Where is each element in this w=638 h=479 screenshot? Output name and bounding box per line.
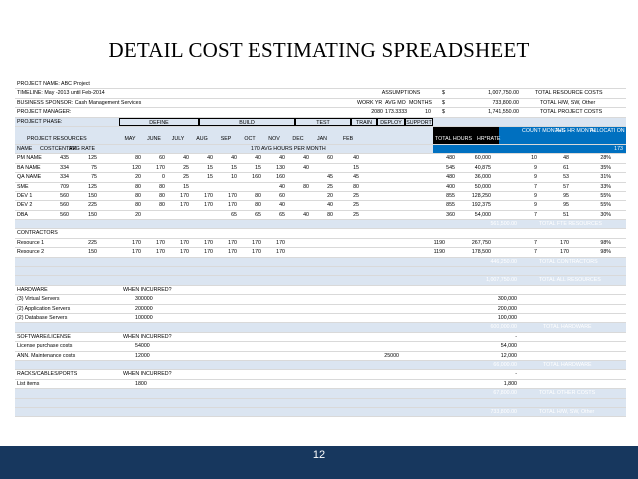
resource-month-value: 80 — [303, 183, 309, 190]
contractors-label: CONTRACTORS — [17, 230, 58, 237]
resource-row — [15, 183, 626, 192]
resource-month-value: 40 — [303, 155, 309, 162]
resource-month-value: 20 — [135, 174, 141, 181]
resource-rate: 75 — [91, 174, 97, 181]
hardware-item-amount: 100000 — [135, 314, 153, 321]
resource-month-value: 15 — [231, 164, 237, 171]
resource-costcenter: 560 — [60, 192, 69, 199]
fte-total-label: TOTAL FTE RESOURCES — [539, 221, 602, 228]
resource-rate: 150 — [88, 211, 97, 218]
page-number: 12 — [312, 449, 326, 461]
resource-month-value: 40 — [327, 202, 333, 209]
contractor-month-value: 170 — [276, 249, 285, 256]
resource-hours: 480 — [446, 155, 455, 162]
info-row-sponsor — [15, 99, 626, 108]
resource-month-value: 40 — [279, 155, 285, 162]
info-row-project-name — [15, 80, 626, 89]
resource-row — [15, 192, 626, 201]
contractor-month-value: 170 — [180, 239, 189, 246]
resource-cost: 50,000 — [474, 183, 491, 190]
avg-hours-label: 170 AVG HOURS PER MONTH — [251, 145, 326, 152]
info-row-timeline — [15, 89, 626, 98]
phase-define: DEFINE — [119, 118, 199, 126]
resource-month-value: 65 — [255, 211, 261, 218]
resource-alloc: 33% — [600, 183, 611, 190]
total-box-value-1: 733,800.00 — [492, 99, 519, 106]
hardware-item-total: 200,000 — [497, 305, 517, 312]
all-resources-total-row — [15, 276, 626, 285]
software-item-name: License purchase costs — [17, 343, 73, 350]
resource-month-value: 160 — [276, 174, 285, 181]
resource-costcenter: 709 — [60, 183, 69, 190]
timeline: TIMELINE: May -2013 until Feb-2014 — [17, 90, 105, 97]
resource-avg: 95 — [563, 202, 569, 209]
resource-month-value: 80 — [353, 183, 359, 190]
resource-month-value: 25 — [353, 202, 359, 209]
racks-label-row — [15, 370, 626, 379]
resource-month-value: 40 — [279, 202, 285, 209]
contractor-month-value: 170 — [252, 249, 261, 256]
hardware-item-name: (2) Application Servers — [17, 305, 71, 312]
resource-month-value — [311, 164, 333, 172]
racks-label: RACKS/CABLES/PORTS — [17, 371, 78, 378]
contractor-avg: 170 — [560, 249, 569, 256]
resource-month-value: 15 — [353, 164, 359, 171]
resource-rate: 125 — [88, 183, 97, 190]
contractor-name: Resource 1 — [17, 239, 45, 246]
resource-name: DEV 2 — [17, 202, 33, 209]
resource-month-value: 20 — [327, 192, 333, 199]
software-item-total: 12,000 — [500, 352, 517, 359]
resource-hours: 360 — [446, 211, 455, 218]
resource-month-value: 170 — [180, 202, 189, 209]
resource-month-value: 170 — [204, 192, 213, 199]
resource-month-value: 80 — [135, 155, 141, 162]
software-item-row — [15, 342, 626, 351]
resource-costcenter: 435 — [60, 155, 69, 162]
software-total-value: 66,000.00 — [493, 361, 517, 368]
resource-month-value: 10 — [231, 174, 237, 181]
resource-name: BA NAME — [17, 164, 41, 171]
resource-month-value: 20 — [135, 211, 141, 218]
contractor-month-value: 170 — [252, 239, 261, 246]
racks-item-total: 1,800 — [503, 380, 517, 387]
fte-total-row — [15, 220, 626, 229]
resource-avg: 51 — [563, 211, 569, 218]
resource-alloc: 55% — [600, 202, 611, 209]
resource-row — [15, 154, 626, 163]
resource-month-value — [239, 183, 261, 191]
resource-month-value: 25 — [327, 183, 333, 190]
racks-total-row — [15, 389, 626, 398]
resource-avg: 61 — [563, 164, 569, 171]
contractor-month-value: 170 — [132, 249, 141, 256]
avgmo-label: AVG MO — [385, 99, 406, 106]
resources-header — [15, 127, 631, 145]
resource-month-value: 80 — [159, 192, 165, 199]
resource-month-value: 40 — [279, 183, 285, 190]
phase-support: SUPPORT — [406, 119, 432, 126]
racks-total-label: TOTAL OTHER COSTS — [539, 390, 596, 397]
software-label: SOFTWARE/LICENSE — [17, 333, 71, 340]
resource-month-value: 170 — [180, 192, 189, 199]
month-header-jan: JAN — [316, 136, 327, 143]
months-label: MONTHS — [409, 99, 432, 106]
contractor-month-value: 170 — [180, 249, 189, 256]
contractor-rate: 225 — [88, 239, 97, 246]
resource-alloc: 28% — [600, 155, 611, 162]
resource-cost: 54,000 — [474, 211, 491, 218]
resource-alloc: 55% — [600, 192, 611, 199]
resource-month-value: 40 — [303, 164, 309, 171]
resource-month-value — [167, 211, 189, 219]
racks-item-row — [15, 380, 626, 389]
resource-name: DEV 1 — [17, 192, 33, 199]
resource-month-value: 15 — [255, 164, 261, 171]
contractors-total-row — [15, 258, 626, 267]
resource-month-value: 15 — [183, 183, 189, 190]
resource-month-value: 170 — [228, 192, 237, 199]
resource-month-value — [287, 201, 309, 209]
contractor-month-value: 170 — [276, 239, 285, 246]
avg-rate-col-label: AVG RATE — [69, 145, 95, 152]
resource-row — [15, 164, 626, 173]
software-label-row — [15, 333, 626, 342]
resource-rate: 125 — [88, 155, 97, 162]
resource-hours: 400 — [446, 183, 455, 190]
hardware-item-row — [15, 295, 626, 304]
avg-hr-month-label: AVG HR MONTH — [555, 127, 596, 134]
contractor-alloc: 98% — [600, 249, 611, 256]
total-box-label-1: TOTAL H/W, SW, Other — [540, 99, 596, 106]
racks-item-amount: 1800 — [135, 380, 147, 387]
slide-title: DETAIL COST ESTIMATING SPREADSHEET — [108, 38, 530, 62]
software-item-total: 54,000 — [500, 343, 517, 350]
hr-rate-label: HR*RATE — [477, 136, 501, 143]
resource-month-value: 60 — [159, 155, 165, 162]
phase-test: TEST — [295, 118, 351, 126]
hardware-label-row — [15, 286, 626, 295]
workyr-value: 2080 — [371, 109, 383, 116]
hardware-label: HARDWARE — [17, 286, 48, 293]
contractor-cost: 178,500 — [471, 249, 491, 256]
blank-row — [15, 267, 626, 276]
total-box-label-2: TOTAL PROJECT COSTS — [540, 109, 603, 116]
software-item-row — [15, 352, 626, 361]
resource-hours: 480 — [446, 174, 455, 181]
software-item-extra — [375, 342, 399, 350]
software-when: WHEN INCURRED? — [123, 333, 172, 340]
month-header-june: JUNE — [147, 136, 161, 143]
total-box-value-0: 1,007,750.00 — [488, 90, 519, 97]
workyr-label: WORK YR — [357, 99, 383, 106]
contractor-count: 7 — [534, 239, 537, 246]
resource-name: QA NAME — [17, 174, 42, 181]
resource-month-value: 40 — [303, 211, 309, 218]
software-item-extra: 25000 — [384, 352, 399, 359]
resource-costcenter: 560 — [60, 202, 69, 209]
all-resources-total-label: TOTAL ALL RESOURCES — [539, 277, 601, 284]
resource-month-value: 80 — [159, 202, 165, 209]
resource-avg: 48 — [563, 155, 569, 162]
month-header-aug: AUG — [196, 136, 208, 143]
contractor-cost: 267,750 — [471, 239, 491, 246]
resource-month-value — [215, 183, 237, 191]
months-value: 10 — [425, 109, 431, 116]
resource-month-value: 80 — [255, 192, 261, 199]
resource-month-value: 80 — [135, 202, 141, 209]
resource-count: 7 — [534, 183, 537, 190]
software-dash: - — [515, 333, 517, 340]
resource-month-value: 45 — [353, 174, 359, 181]
hardware-total-row — [15, 323, 626, 332]
resource-month-value: 40 — [183, 155, 189, 162]
month-header-feb: FEB — [342, 136, 354, 143]
allocation-label: ALLOCATI ON % — [590, 127, 631, 134]
contractors-label-row — [15, 229, 626, 238]
resource-month-value: 0 — [162, 174, 165, 181]
resource-month-value: 130 — [276, 164, 285, 171]
resource-count: 9 — [534, 202, 537, 209]
resource-cost: 192,375 — [471, 202, 491, 209]
resource-count: 9 — [534, 192, 537, 199]
resource-count: 9 — [534, 174, 537, 181]
resource-month-value: 40 — [207, 155, 213, 162]
software-total-row — [15, 361, 626, 370]
hardware-item-amount: 200000 — [135, 305, 153, 312]
name-col-label: NAME — [17, 145, 33, 152]
resource-alloc: 31% — [600, 174, 611, 181]
contractor-alloc: 98% — [600, 239, 611, 246]
resource-row — [15, 211, 626, 220]
phase-label: PROJECT PHASE: — [17, 118, 63, 125]
resource-month-value: 120 — [132, 164, 141, 171]
resource-month-value: 40 — [353, 155, 359, 162]
resource-rate: 150 — [88, 192, 97, 199]
info-row-phase — [15, 118, 626, 127]
software-total-label: TOTAL HARDWARE — [543, 361, 592, 368]
software-item-amount: 54000 — [135, 343, 150, 350]
hardware-item-total: 300,000 — [497, 296, 517, 303]
resource-month-value: 160 — [252, 174, 261, 181]
racks-total-value: 67,800.00 — [493, 390, 517, 397]
hardware-item-row — [15, 314, 626, 323]
resource-month-value: 15 — [207, 174, 213, 181]
spreadsheet — [15, 80, 631, 417]
total-box-label-0: TOTAL RESOURCE COSTS — [535, 90, 603, 97]
resource-month-value: 40 — [231, 155, 237, 162]
resource-avg: 57 — [563, 183, 569, 190]
resource-count: 7 — [534, 211, 537, 218]
total-box-cur-1: $ — [442, 99, 445, 106]
resource-month-value: 170 — [204, 202, 213, 209]
phase-deploy: DEPLOY — [377, 118, 405, 126]
all-resources-total-value: 1,007,750.00 — [486, 277, 517, 284]
resource-month-value: 40 — [255, 155, 261, 162]
month-header-sep: SEP — [220, 136, 232, 143]
allocation-total: 173 — [614, 145, 623, 152]
resource-name: SME — [17, 183, 29, 190]
resource-costcenter: 334 — [60, 164, 69, 171]
contractor-count: 7 — [534, 249, 537, 256]
resource-month-value — [191, 183, 213, 191]
info-row-manager — [15, 108, 626, 117]
racks-item-name: List items — [17, 380, 40, 387]
resource-month-value — [287, 192, 309, 200]
resource-month-value — [191, 211, 213, 219]
month-header-oct: OCT — [244, 136, 256, 143]
contractors-total-label: TOTAL CONTRACTORS — [539, 258, 598, 265]
resource-rate: 75 — [91, 164, 97, 171]
resource-avg: 95 — [563, 192, 569, 199]
total-box-value-2: 1,741,550.00 — [488, 109, 519, 116]
resource-name: PM NAME — [17, 155, 42, 162]
resource-costcenter: 560 — [60, 211, 69, 218]
hardware-total-label: TOTAL HARDWARE — [543, 324, 592, 331]
month-header-nov: NOV — [268, 136, 280, 143]
project-resources-label: PROJECT RESOURCES — [27, 136, 87, 143]
contractor-name: Resource 2 — [17, 249, 45, 256]
hardware-when: WHEN INCURRED? — [123, 286, 172, 293]
grand-total-label: TOTAL H/W, SW, Other — [539, 408, 595, 415]
contractor-hours: 1190 — [433, 249, 445, 256]
racks-when: WHEN INCURRED? — [123, 371, 172, 378]
resource-hours: 545 — [446, 164, 455, 171]
resource-month-value: 15 — [207, 164, 213, 171]
contractor-month-value: 170 — [204, 249, 213, 256]
resources-subheader — [15, 145, 626, 154]
hardware-total-value: 600,000.00 — [490, 324, 517, 331]
resource-month-value: 60 — [327, 155, 333, 162]
software-item-amount: 12000 — [135, 352, 150, 359]
subheader-blue-block — [433, 145, 626, 153]
resource-count: 9 — [534, 164, 537, 171]
resource-month-value: 65 — [231, 211, 237, 218]
resource-month-value: 45 — [327, 174, 333, 181]
resource-month-value: 80 — [135, 192, 141, 199]
contractor-month-value: 170 — [204, 239, 213, 246]
fte-total-value: 561,500.00 — [490, 221, 517, 228]
hardware-item-name: (3) Virtual Servers — [17, 296, 60, 303]
resource-month-value: 80 — [327, 211, 333, 218]
month-header-dec: DEC — [292, 136, 304, 143]
resource-name: DBA — [17, 211, 28, 218]
resource-hours: 855 — [446, 192, 455, 199]
contractors-total-value: 446,250.00 — [490, 258, 517, 265]
costcenter-col-label: COSTCENTER — [40, 145, 77, 152]
resource-month-value: 25 — [183, 174, 189, 181]
count-months-label: COUNT MONTHS — [522, 127, 566, 134]
resource-row — [15, 201, 626, 210]
contractor-row — [15, 248, 626, 257]
avgmo-value: 173.3333 — [385, 109, 408, 116]
hardware-item-name: (2) Database Servers — [17, 314, 68, 321]
resource-hours: 855 — [446, 202, 455, 209]
contractor-rate: 150 — [88, 249, 97, 256]
month-header-may: MAY — [124, 136, 136, 143]
resource-alloc: 35% — [600, 164, 611, 171]
contractor-hours: 1190 — [433, 239, 445, 246]
resource-month-value: 25 — [353, 211, 359, 218]
contractor-avg: 170 — [560, 239, 569, 246]
resource-month-value — [287, 173, 309, 181]
resource-month-value: 60 — [279, 192, 285, 199]
resource-month-value: 80 — [159, 183, 165, 190]
resource-month-value: 25 — [353, 192, 359, 199]
resource-month-value: 170 — [228, 202, 237, 209]
hardware-item-row — [15, 305, 626, 314]
resource-row — [15, 173, 626, 182]
resource-month-value — [143, 211, 165, 219]
resource-month-value: 80 — [135, 183, 141, 190]
resource-cost: 40,875 — [474, 164, 491, 171]
resource-cost: 60,000 — [474, 155, 491, 162]
project-name: PROJECT NAME: ABC Project — [17, 81, 90, 87]
resource-costcenter: 334 — [60, 174, 69, 181]
racks-dash: - — [515, 371, 517, 378]
hardware-item-amount: 300000 — [135, 296, 153, 303]
contractor-month-value: 170 — [156, 239, 165, 246]
resource-alloc: 30% — [600, 211, 611, 218]
manager: PROJECT MANAGER: — [17, 109, 72, 116]
software-item-name: ANN. Maintenance costs — [17, 352, 76, 359]
month-header-july: JULY — [171, 136, 185, 143]
resource-rate: 225 — [88, 202, 97, 209]
resource-cost: 128,250 — [471, 192, 491, 199]
phase-train: TRAIN — [351, 118, 377, 126]
sponsor: BUSINESS SPONSOR: Cash Management Services — [17, 99, 142, 106]
total-box-cur-0: $ — [442, 90, 445, 97]
total-hours-label: TOTAL HOURS — [435, 136, 472, 143]
phase-build: BUILD — [199, 118, 295, 126]
grand-total-row — [15, 408, 626, 417]
contractor-row — [15, 239, 626, 248]
resource-month-value: 80 — [255, 202, 261, 209]
assumptions-label: ASSUMPTIONS — [381, 90, 421, 97]
contractor-month-value: 170 — [228, 239, 237, 246]
contractor-month-value: 170 — [228, 249, 237, 256]
resource-avg: 53 — [563, 174, 569, 181]
resource-month-value: 25 — [183, 164, 189, 171]
total-box-cur-2: $ — [442, 109, 445, 116]
blank-row-2 — [15, 399, 626, 408]
resource-month-value: 65 — [279, 211, 285, 218]
hardware-item-total: 100,000 — [497, 314, 517, 321]
resource-cost: 36,000 — [474, 174, 491, 181]
contractor-month-value: 170 — [132, 239, 141, 246]
grand-total-value: 733,800.00 — [490, 408, 517, 415]
resource-count: 10 — [531, 155, 537, 162]
contractor-month-value: 170 — [156, 249, 165, 256]
resource-month-value: 170 — [156, 164, 165, 171]
